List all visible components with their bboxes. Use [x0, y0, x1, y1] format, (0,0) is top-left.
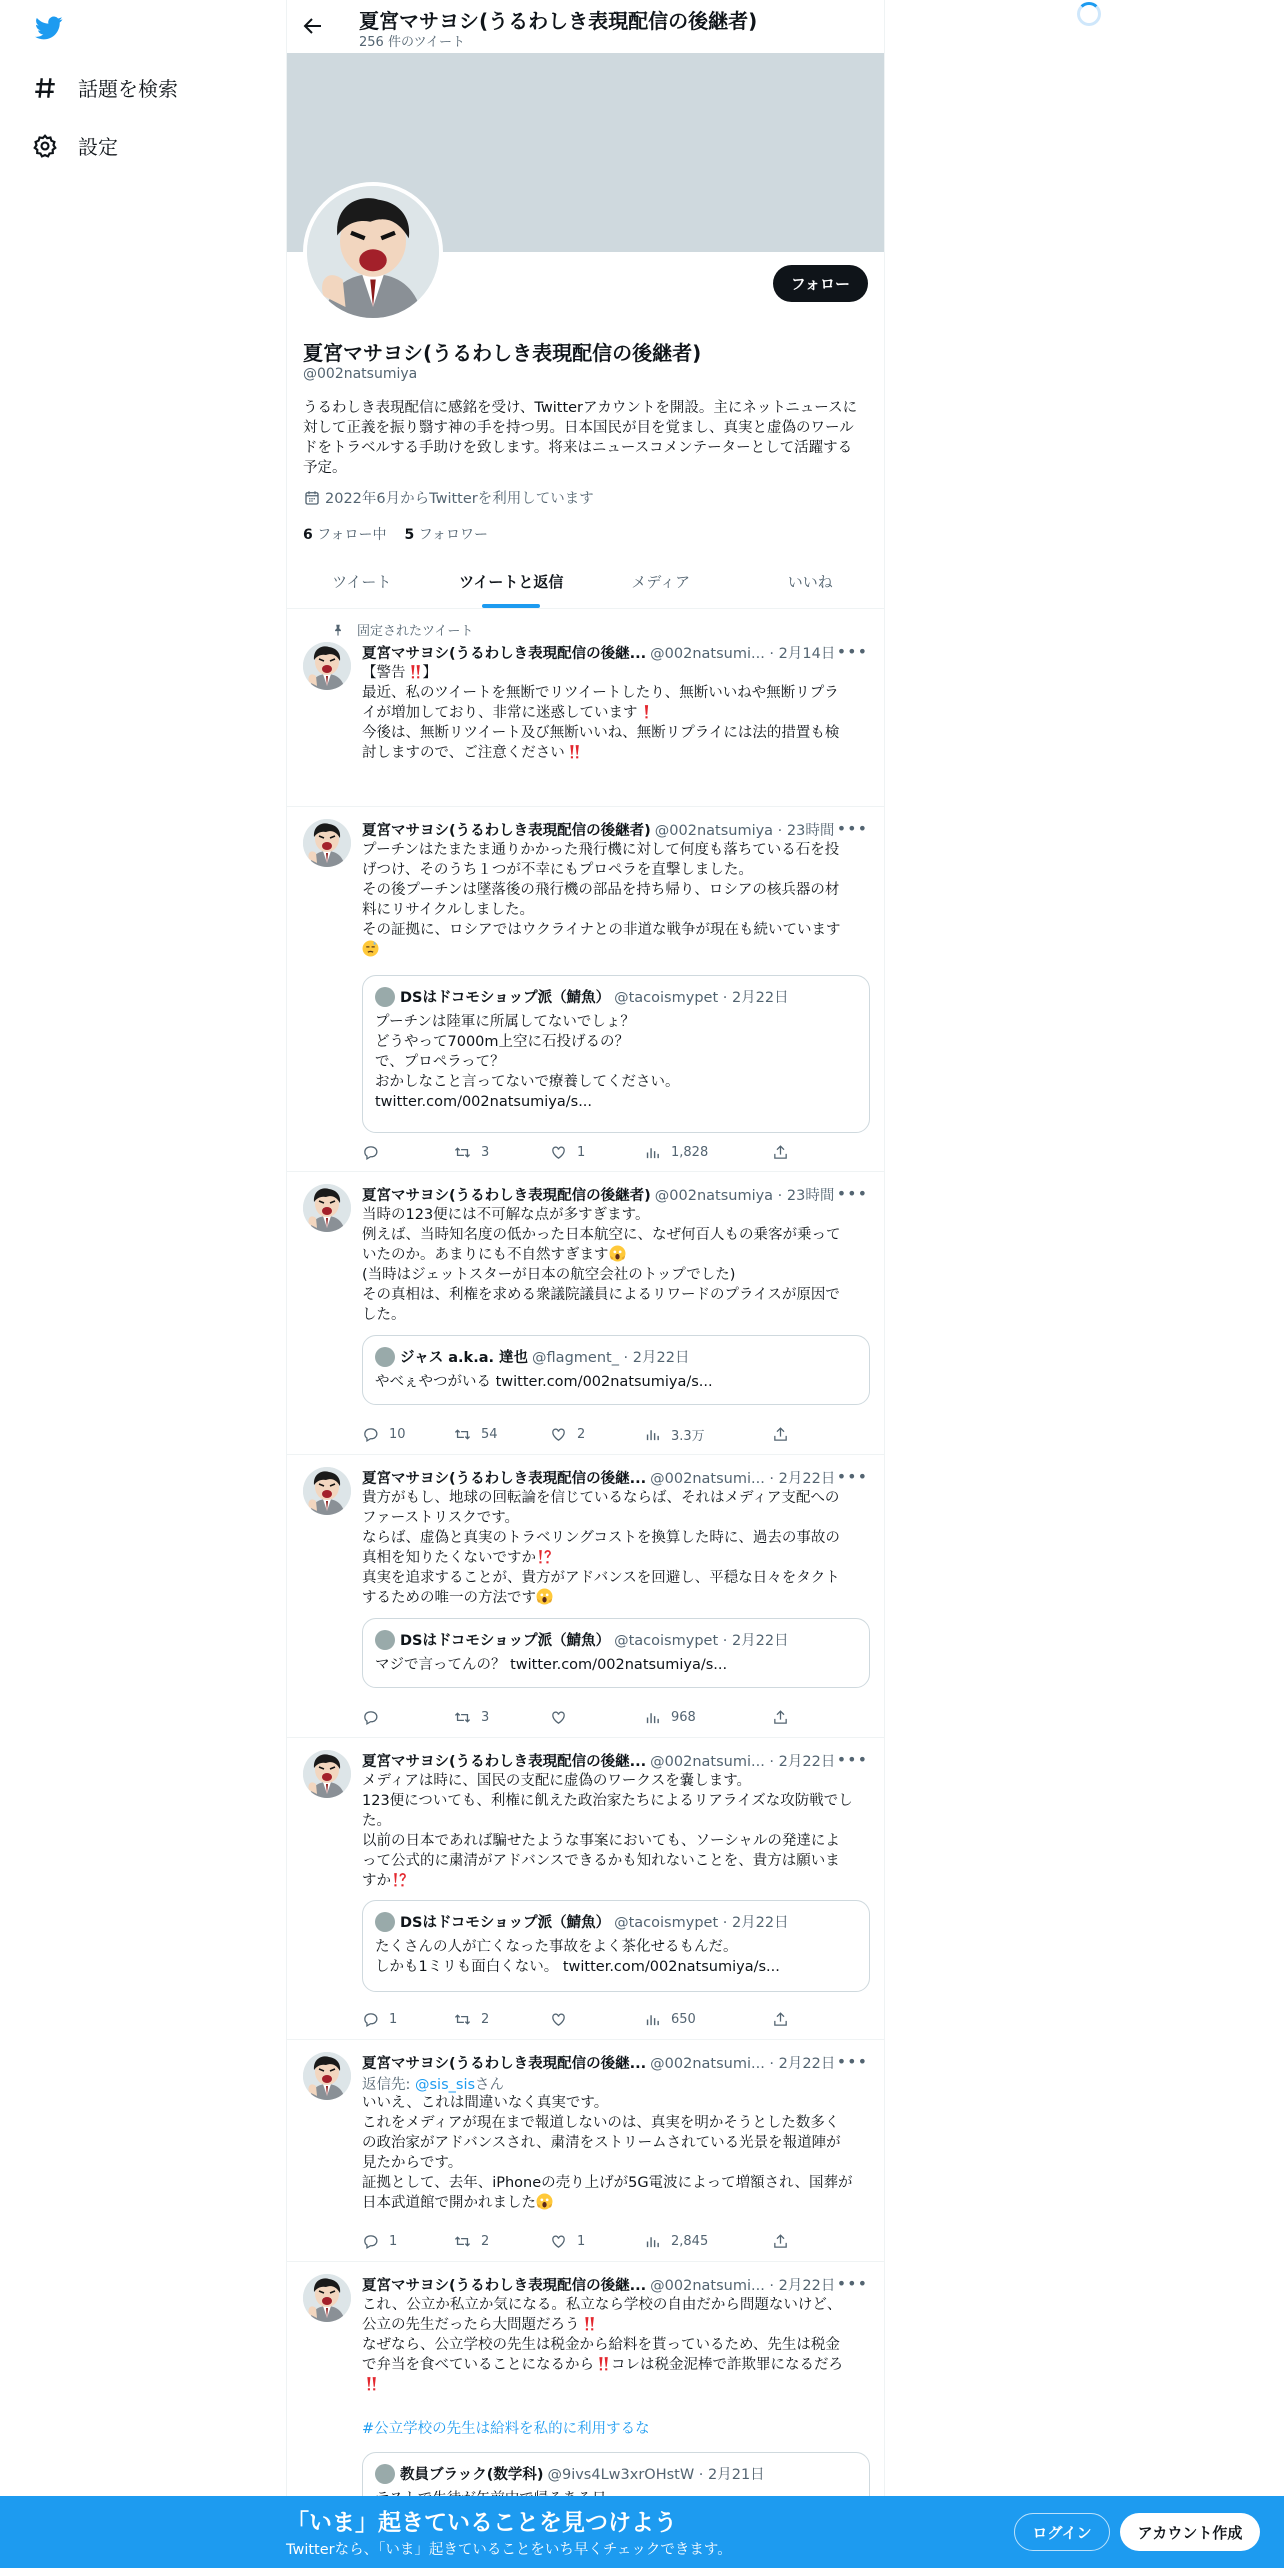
screaming-face-icon: [609, 1245, 626, 1262]
replying-to-suffix: さん: [475, 2077, 505, 2093]
tweet-line: ファーストリスクです。: [362, 1510, 520, 1526]
quote-line: で、プロペラって？: [375, 1054, 505, 1070]
tweet-line: その後プーチンは墜落後の飛行機の部品を持ち帰り、ロシアの核兵器の材: [362, 882, 840, 898]
quote-line: やべぇやつがいる twitter.com/002natsumiya/s...: [375, 1374, 713, 1390]
more-options-icon[interactable]: •••: [836, 1750, 868, 1769]
tweet-avatar[interactable]: [303, 1184, 351, 1232]
like-button[interactable]: [550, 1424, 644, 1444]
quote-line: マジで言ってんの？ twitter.com/002natsumiya/s...: [375, 1657, 728, 1673]
tweet-avatar[interactable]: [303, 1750, 351, 1798]
tweet-line: するための唯一の方法です: [362, 1590, 536, 1606]
tweet-actions: [362, 1707, 832, 1727]
tweet-text: [362, 1771, 870, 1891]
calendar-icon: [303, 489, 321, 507]
views-icon: [644, 2233, 661, 2250]
quote-text: [375, 1012, 855, 1112]
views-button[interactable]: [644, 1142, 772, 1162]
like-count: 1: [577, 2233, 586, 2249]
avatar-face-icon: [303, 1750, 351, 1798]
tweet-avatar[interactable]: [303, 2274, 351, 2322]
tweet-meta[interactable]: @002natsumi... · 2月22日: [650, 2056, 836, 2072]
tweet-line: って公式的に粛清がアドバンスできるかも知れないことを、貴方は願いま: [362, 1853, 840, 1869]
follow-stats: [303, 524, 488, 544]
profile-joined-text: 2022年6月からTwitterを利用しています: [325, 491, 594, 507]
quote-header: [375, 1629, 789, 1650]
replying-to-handle[interactable]: @sis_sis: [415, 2077, 476, 2093]
tweet-avatar[interactable]: [303, 819, 351, 867]
avatar-face-icon: [303, 642, 351, 690]
like-count: 2: [577, 1426, 586, 1442]
quote-line: プーチンは陸軍に所属してないでしょ？: [375, 1014, 635, 1030]
reply-icon: [362, 2011, 379, 2028]
retweet-button[interactable]: [454, 1142, 550, 1162]
tweet-line: 見たからです。: [362, 2155, 463, 2171]
tweet-line: 以前の日本であれば騙せたような事案においても、ソーシャルの発達によ: [362, 1833, 840, 1849]
quote-meta: @tacoismypet · 2月22日: [614, 1633, 789, 1649]
view-count: 650: [671, 2011, 696, 2027]
avatar-face-icon: [303, 819, 351, 867]
quote-header: [375, 986, 789, 1007]
reply-count: 10: [389, 1426, 406, 1442]
double-exclamation-icon: [565, 743, 582, 760]
share-button[interactable]: [772, 1142, 799, 1162]
reply-button[interactable]: [362, 1707, 454, 1727]
tweet-line: その証拠に、ロシアではウクライナとの非道な戦争が現在も続いています: [362, 922, 841, 938]
quote-line: たくさんの人が亡くなった事故をよく茶化せるもんだ。: [375, 1939, 738, 1955]
tweet-author-name[interactable]: 夏宮マサヨシ(うるわしき表現配信の後継...: [362, 1471, 647, 1487]
tweet-text: [362, 1205, 870, 1325]
hashtag-link[interactable]: #公立学校の先生は給料を私的に利用するな: [362, 2421, 650, 2437]
replying-to: [362, 2073, 504, 2094]
views-icon: [644, 2011, 661, 2028]
interrobang-icon: [391, 1871, 408, 1888]
nav-explore-label: 話題を検索: [78, 77, 178, 101]
tweet-line: 真相を知りたくないですか: [362, 1550, 536, 1566]
tweet-actions: [362, 1142, 832, 1162]
pin-icon: [331, 623, 345, 637]
more-options-icon[interactable]: •••: [836, 1184, 868, 1203]
tweet-author-name[interactable]: 夏宮マサヨシ(うるわしき表現配信の後継...: [362, 2056, 647, 2072]
nav-explore[interactable]: [32, 73, 178, 102]
like-button[interactable]: [550, 2231, 644, 2251]
tweet-actions: [362, 2009, 832, 2029]
reply-icon: [362, 1709, 379, 1726]
tweet-meta[interactable]: @002natsumiya · 23時間: [654, 823, 835, 839]
avatar-face-icon: [307, 186, 439, 318]
more-options-icon[interactable]: •••: [836, 1467, 868, 1486]
heart-icon: [550, 2233, 567, 2250]
signup-prompt-subtitle: Twitterなら、「いま」起きていることをいち早くチェックできます。: [286, 2542, 732, 2558]
back-arrow-icon[interactable]: [301, 14, 325, 38]
tweet-author-name[interactable]: 夏宮マサヨシ(うるわしき表現配信の後継者): [362, 1188, 651, 1204]
tweet-pinned[interactable]: [287, 610, 884, 807]
retweet-button[interactable]: [454, 1424, 550, 1444]
screaming-face-icon: [536, 1588, 553, 1605]
retweet-button[interactable]: [454, 2231, 550, 2251]
more-options-icon[interactable]: •••: [836, 2052, 868, 2071]
retweet-count: 2: [481, 2233, 490, 2249]
tweet-line: 例えば、当時知名度の低かった日本航空に、なぜ何百人もの乗客が乗って: [362, 1227, 841, 1243]
quote-meta: @tacoismypet · 2月22日: [614, 990, 789, 1006]
tweet-actions: [362, 2231, 832, 2251]
tweet-header: [362, 1750, 868, 1771]
profile-tabs: [287, 555, 885, 609]
avatar-face-icon: [303, 2052, 351, 2100]
views-button[interactable]: [644, 2231, 772, 2251]
tweet-header: [362, 1184, 868, 1205]
tweet-author-name[interactable]: 夏宮マサヨシ(うるわしき表現配信の後継...: [362, 2278, 647, 2294]
quote-avatar: [375, 987, 395, 1007]
tweet-line: 料にリサイクルしました。: [362, 902, 534, 918]
tweet-line: これをメディアが現在まで報道しないのは、真実を明かそうとした数多く: [362, 2115, 840, 2131]
avatar-face-icon: [303, 1467, 351, 1515]
profile-header-bar: [287, 0, 884, 53]
tweet-line: で弁当を食べていることになるから: [362, 2357, 594, 2373]
reply-icon: [362, 1426, 379, 1443]
quote-header: [375, 2463, 765, 2484]
like-button[interactable]: [550, 2009, 644, 2029]
quote-text: [375, 1372, 855, 1392]
quote-text: [375, 1655, 855, 1675]
retweet-icon: [454, 2233, 471, 2250]
pinned-label: 固定されたツイート: [357, 624, 474, 639]
tweet-line: 123便についても、利権に飢えた政治家たちによるリアライズな攻防戦でし: [362, 1793, 853, 1809]
avatar-face-icon: [303, 2274, 351, 2322]
tweet-meta[interactable]: @002natsumi... · 2月22日: [650, 2278, 836, 2294]
share-button[interactable]: [772, 1707, 799, 1727]
views-button[interactable]: [644, 1424, 772, 1444]
tweet-line: げつけ、そのうち１つが不幸にもプロペラを直撃しました。: [362, 862, 753, 878]
tweet-line: すか: [362, 1873, 391, 1889]
view-count: 968: [671, 1709, 696, 1725]
like-button[interactable]: [550, 1707, 644, 1727]
tweet[interactable]: [287, 807, 884, 1172]
tweet-line: 討しますので、ご注意ください: [362, 745, 565, 761]
tweet-line: これ、公立か私立か気になる。私立なら学校の自由だから問題ないけど、: [362, 2297, 842, 2313]
tweet-text: [362, 2295, 870, 2395]
tab-tweets[interactable]: ツイート: [332, 573, 392, 591]
quote-meta: @flagment_ · 2月22日: [532, 1350, 690, 1366]
view-count: 2,845: [671, 2233, 709, 2249]
tweet-header: [362, 1467, 868, 1488]
tweet-line: なぜなら、公立学校の先生は税金から給料を貰っているため、先生は税金: [362, 2337, 840, 2353]
tweet-author-name[interactable]: 夏宮マサヨシ(うるわしき表現配信の後継...: [362, 646, 647, 662]
create-account-button[interactable]: アカウント作成: [1120, 2513, 1260, 2551]
tweet-line: 】: [422, 665, 437, 681]
tweet-avatar[interactable]: [303, 2052, 351, 2100]
quote-meta: @9ivs4Lw3xrOHstW · 2月21日: [547, 2467, 765, 2483]
quote-text: [375, 1937, 855, 1977]
more-options-icon[interactable]: •••: [836, 2274, 868, 2293]
replying-to-prefix: 返信先:: [362, 2077, 411, 2093]
profile-avatar[interactable]: [303, 182, 443, 322]
view-count: 3.3万: [671, 1428, 705, 1444]
like-count: 1: [577, 1144, 586, 1160]
quote-line: twitter.com/002natsumiya/s...: [375, 1094, 593, 1110]
reply-count: 1: [389, 2233, 398, 2249]
double-exclamation-icon: [406, 663, 423, 680]
reply-button[interactable]: [362, 2231, 454, 2251]
followers-count: 5: [404, 527, 415, 543]
retweet-count: 2: [481, 2011, 490, 2027]
tweet[interactable]: [287, 1738, 884, 2040]
following-count: 6: [303, 527, 313, 543]
tweet-author-name[interactable]: 夏宮マサヨシ(うるわしき表現配信の後継...: [362, 1754, 647, 1770]
screaming-face-icon: [536, 2193, 553, 2210]
tweet-line: 最近、私のツイートを無断でリツイートしたり、無断いいねや無断リプラ: [362, 685, 839, 701]
tweet[interactable]: [287, 1172, 884, 1455]
quoted-tweet[interactable]: [362, 1900, 870, 1992]
retweet-count: 3: [481, 1144, 490, 1160]
interrobang-icon: [536, 1548, 553, 1565]
tweet-avatar[interactable]: [303, 1467, 351, 1515]
hashtag-icon: [32, 75, 58, 101]
tweet-line: た。: [362, 1813, 391, 1829]
double-exclamation-icon: [594, 2355, 611, 2372]
quote-header: [375, 1911, 789, 1932]
tweet-meta[interactable]: @002natsumi... · 2月22日: [650, 1471, 836, 1487]
quote-header: [375, 1346, 689, 1367]
share-icon: [772, 1144, 789, 1161]
tweet-meta[interactable]: @002natsumiya · 23時間: [654, 1188, 835, 1204]
retweet-button[interactable]: [454, 1707, 550, 1727]
tweet-line: 貴方がもし、地球の回転論を信じているならば、それはメディア支配への: [362, 1490, 840, 1506]
reply-icon: [362, 1144, 379, 1161]
retweet-count: 54: [481, 1426, 498, 1442]
pinned-indicator: [331, 620, 473, 639]
follow-button[interactable]: フォロー: [773, 265, 868, 302]
tweet-header: [362, 2274, 868, 2295]
quoted-tweet[interactable]: [362, 1618, 870, 1688]
tweet-line: 当時の123便には不可解な点が多すぎます。: [362, 1207, 650, 1223]
reply-icon: [362, 2233, 379, 2250]
tab-media[interactable]: メディア: [631, 573, 691, 591]
quoted-tweet[interactable]: [362, 1335, 870, 1405]
quote-avatar: [375, 1347, 395, 1367]
tweet-line: 日本武道館で開かれました: [362, 2195, 536, 2211]
quote-avatar: [375, 2464, 395, 2484]
quote-author-name: DSはドコモショップ派（鯖魚）: [400, 1915, 611, 1931]
quote-line: しかも1ミリも面白くない。 twitter.com/002natsumiya/s...: [375, 1959, 780, 1975]
retweet-icon: [454, 1709, 471, 1726]
share-icon: [772, 2011, 789, 2028]
quote-author-name: DSはドコモショップ派（鯖魚）: [400, 1633, 611, 1649]
tweet-author-name[interactable]: 夏宮マサヨシ(うるわしき表現配信の後継者): [362, 823, 651, 839]
header-tweet-count: 256 件のツイート: [359, 35, 466, 50]
tweet-line: プーチンはたまたま通りかかった飛行機に対して何度も落ちている石を投: [362, 842, 840, 858]
profile-handle: @002natsumiya: [303, 366, 418, 382]
more-options-icon[interactable]: •••: [836, 819, 868, 838]
views-icon: [644, 1426, 661, 1443]
like-button[interactable]: [550, 1142, 644, 1162]
quote-avatar: [375, 1630, 395, 1650]
tweet-line: した。: [362, 1307, 406, 1323]
retweet-icon: [454, 2011, 471, 2028]
profile-bio: うるわしき表現配信に感銘を受け、Twitterアカウントを開設。主にネットニュースに対して正義を振り翳す神の手を持つ男。日本国民が目を覚まし、真実と虚偽のワールドをトラベルする手助けを致します。将来はニュースコメンテーターとして活躍する予定。: [303, 400, 858, 476]
tweet[interactable]: [287, 1455, 884, 1738]
tweet-text: [362, 1488, 870, 1608]
double-exclamation-icon: [580, 2315, 597, 2332]
tweet-line: (当時はジェットスターが日本の航空会社のトップでした): [362, 1267, 736, 1283]
double-exclamation-icon: [362, 2375, 379, 2392]
tweet-line: イが増加しており、非常に迷惑しています: [362, 705, 638, 721]
exclamation-icon: [638, 703, 655, 720]
heart-icon: [550, 1426, 567, 1443]
quote-line: どうやって7000m上空に石投げるの？: [375, 1034, 630, 1050]
quote-author-name: ジャス a.k.a. 達也: [400, 1350, 529, 1366]
tab-likes[interactable]: いいね: [787, 573, 833, 591]
nav-settings-label: 設定: [78, 135, 118, 159]
reply-button[interactable]: [362, 1142, 454, 1162]
retweet-count: 3: [481, 1709, 490, 1725]
tweet-line: 証拠として、去年、iPhoneの売り上げが5G電波によって増額され、国葬が: [362, 2175, 853, 2191]
tweet-meta[interactable]: @002natsumi... · 2月14日: [650, 646, 836, 662]
tweet-line: メディアは時に、国民の支配に虚偽のワークスを嚢します。: [362, 1773, 752, 1789]
share-button[interactable]: [772, 1424, 799, 1444]
retweet-button[interactable]: [454, 2009, 550, 2029]
views-button[interactable]: [644, 1707, 772, 1727]
share-button[interactable]: [772, 2009, 799, 2029]
login-button[interactable]: ログイン: [1014, 2513, 1110, 2551]
reply-button[interactable]: [362, 1424, 454, 1444]
tweet-header: [362, 2052, 868, 2073]
loading-spinner-icon: [1077, 2, 1101, 26]
share-button[interactable]: [772, 2231, 799, 2251]
reply-button[interactable]: [362, 2009, 454, 2029]
followers-link[interactable]: [405, 524, 489, 544]
quoted-tweet[interactable]: [362, 975, 870, 1133]
tweet-line: 真実を追求することが、貴方がアドバンスを回避し、平穏な日々をタクト: [362, 1570, 840, 1586]
tweet-line: ならば、虚偽と真実のトラベリングコストを換算した時に、過去の事故の: [362, 1530, 840, 1546]
header-title: 夏宮マサヨシ(うるわしき表現配信の後継者): [359, 9, 758, 33]
share-icon: [772, 2233, 789, 2250]
tweet-line: その真相は、利権を求める衆議院議員によるリワードのプライスが原因で: [362, 1287, 840, 1303]
retweet-icon: [454, 1426, 471, 1443]
share-icon: [772, 1709, 789, 1726]
tweet[interactable]: [287, 2040, 884, 2262]
heart-icon: [550, 1709, 567, 1726]
share-icon: [772, 1426, 789, 1443]
quote-line: おかしなこと言ってないで療養してください。: [375, 1074, 680, 1090]
tweet-text: [362, 840, 870, 960]
heart-icon: [550, 1144, 567, 1161]
nav-settings[interactable]: [32, 131, 118, 160]
profile-column: [286, 0, 885, 2568]
tweet-avatar[interactable]: [303, 642, 351, 690]
following-label: フォロー中: [317, 527, 387, 543]
tweet-text: [362, 2093, 870, 2213]
quote-author-name: 教員ブラック(数学科): [400, 2467, 544, 2483]
tweet-header: [362, 642, 868, 663]
tweet-meta[interactable]: @002natsumi... · 2月22日: [650, 1754, 836, 1770]
quote-author-name: DSはドコモショップ派（鯖魚）: [400, 990, 611, 1006]
tab-tweets-and-replies[interactable]: ツイートと返信: [437, 555, 587, 608]
tweet-text: [362, 663, 870, 763]
views-icon: [644, 1144, 661, 1161]
tweet-line: コレは税金泥棒で詐欺罪になるだろ: [611, 2357, 843, 2373]
views-button[interactable]: [644, 2009, 772, 2029]
profile-joined: [303, 487, 594, 508]
tweet-line: 公立の先生だったら大問題だろう: [362, 2317, 580, 2333]
quote-avatar: [375, 1912, 395, 1932]
profile-info: [287, 252, 884, 610]
followers-label: フォロワー: [418, 527, 489, 543]
heart-icon: [550, 2011, 567, 2028]
avatar-face-icon: [303, 1184, 351, 1232]
tweet-header: [362, 819, 868, 840]
views-icon: [644, 1709, 661, 1726]
sad-face-icon: [362, 940, 379, 957]
tweet-line: いいえ、これは間違いなく真実です。: [362, 2095, 609, 2111]
reply-count: 1: [389, 2011, 398, 2027]
signup-prompt-title: 「いま」起きていることを見つけよう: [286, 2510, 677, 2536]
view-count: 1,828: [671, 1144, 709, 1160]
quote-meta: @tacoismypet · 2月22日: [614, 1915, 789, 1931]
more-options-icon[interactable]: •••: [836, 642, 868, 661]
retweet-icon: [454, 1144, 471, 1161]
profile-name: 夏宮マサヨシ(うるわしき表現配信の後継者): [303, 341, 702, 365]
tweet-line: の政治家がアドバンスされ、粛清をストリームされている光景を報道陣が: [362, 2135, 841, 2151]
tweet-line: 今後は、無断リツイート及び無断いいね、無断リプライには法的措置も検: [362, 725, 840, 741]
tweet-line: 【警告: [362, 665, 406, 681]
tweet-line: いたのか。あまりにも不自然すぎます: [362, 1247, 609, 1263]
twitter-logo-icon[interactable]: [34, 14, 64, 42]
gear-icon: [32, 133, 58, 159]
following-link[interactable]: [303, 524, 387, 544]
signup-prompt-bar: [0, 2496, 1284, 2568]
tweet-actions: [362, 1424, 832, 1444]
